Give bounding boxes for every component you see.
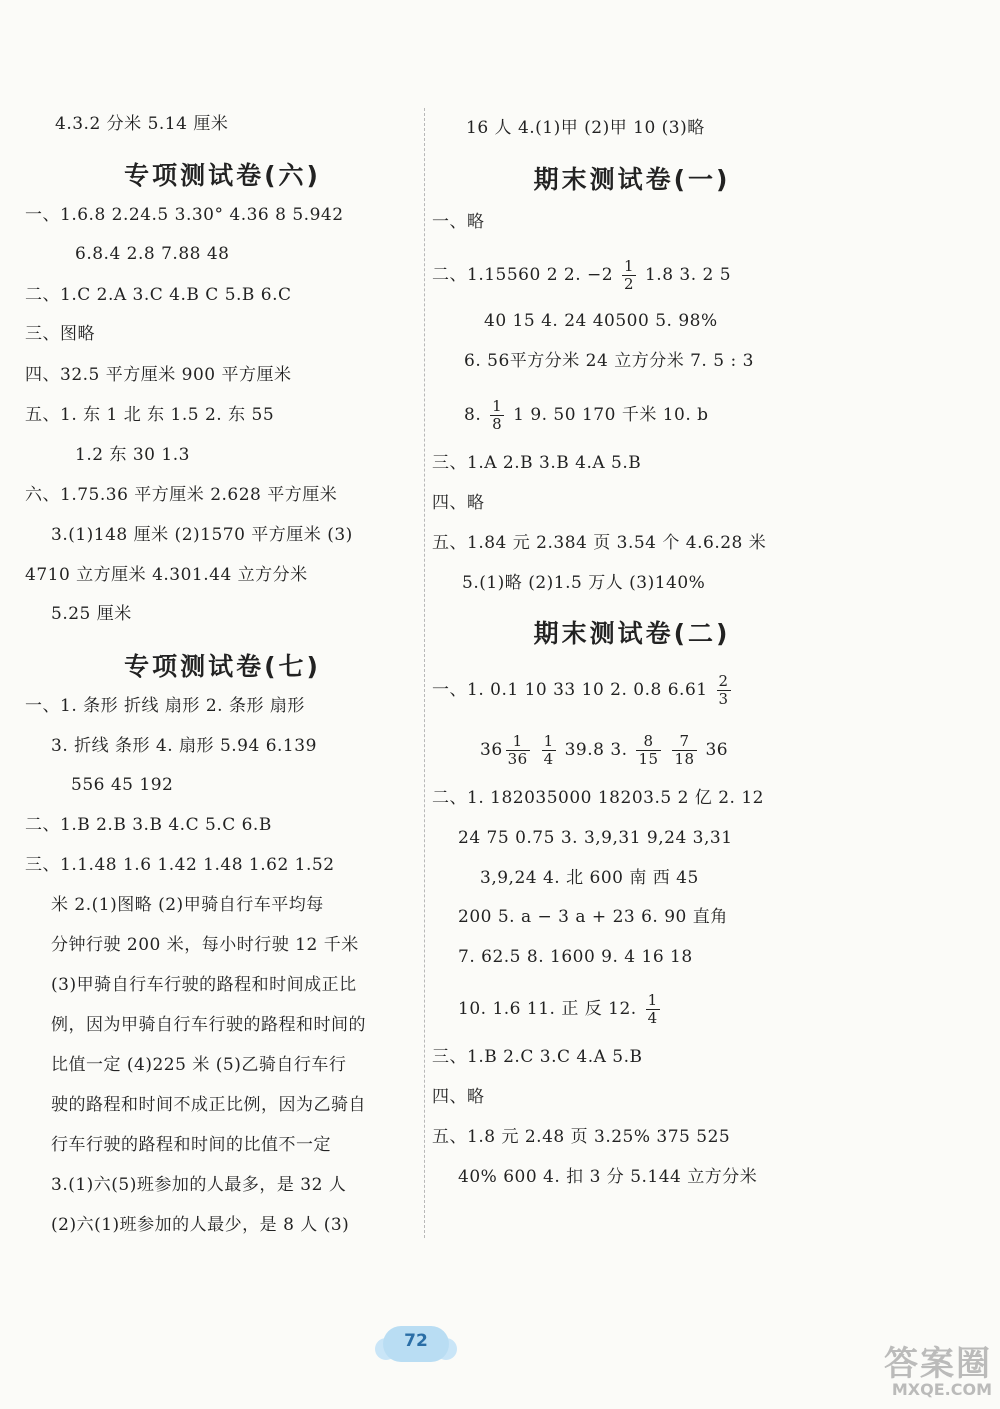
answer-line: 24 75 0.75 3. 3,9,31 9,24 3,31 — [458, 828, 733, 848]
answer-line: 三、1.B 2.C 3.C 4.A 5.B — [432, 1047, 643, 1067]
answer-line: 556 45 192 — [71, 775, 174, 795]
answer-line: 二、1.15560 2 2. −2 $\frac{1}{2}$ 1.8 3. 2 5 — [432, 257, 732, 293]
answer-line: 5.(1)略 (2)1.5 万人 (3)140% — [462, 573, 706, 593]
answer-line: 四、略 — [432, 493, 485, 513]
watermark-logo: 答案圈 MXQE.COM — [884, 1344, 992, 1399]
answer-line: 三、1.1.48 1.6 1.42 1.48 1.62 1.52 — [25, 855, 335, 875]
answer-line: 分钟行驶 200 米，每小时行驶 12 千米 — [51, 935, 359, 955]
answer-line: 3.(1)148 厘米 (2)1570 平方厘米 (3) — [51, 525, 353, 545]
answer-line: 三、1.A 2.B 3.B 4.A 5.B — [432, 453, 642, 473]
answer-line: 3. 折线 条形 4. 扇形 5.94 6.139 — [51, 736, 317, 756]
answer-line: 5.25 厘米 — [51, 604, 132, 624]
answer-line: 四、32.5 平方厘米 900 平方厘米 — [25, 365, 292, 385]
fraction: $\frac{1}{4}$ — [543, 732, 554, 768]
section-title: 期末测试卷(二) — [533, 619, 731, 648]
answer-line: 比值一定 (4)225 米 (5)乙骑自行车行 — [51, 1055, 347, 1075]
answer-line: 40 15 4. 24 40500 5. 98% — [484, 311, 718, 331]
answer-line: 二、1.C 2.A 3.C 4.B C 5.B 6.C — [25, 285, 292, 305]
answer-line: 4.3.2 分米 5.14 厘米 — [55, 114, 229, 134]
answer-line: 1.2 东 30 1.3 — [75, 445, 190, 465]
answer-line: (3)甲骑自行车行驶的路程和时间成正比 — [51, 975, 357, 995]
answer-line: 8. $\frac{1}{8}$ 1 9. 50 170 千米 10. b — [464, 397, 709, 433]
answer-line: 36 $\frac{1}{36}$ $\frac{1}{4}$ 39.8 3. $\frac{8}{15}$ $\frac{7}{18}$ 36 — [480, 732, 729, 768]
answer-line: 200 5. a − 3 a + 23 6. 90 直角 — [458, 907, 728, 927]
answer-line: 40% 600 4. 扣 3 分 5.144 立方分米 — [458, 1167, 758, 1187]
answer-line: 五、1. 东 1 北 东 1.5 2. 东 55 — [25, 405, 275, 425]
answer-line: 6.8.4 2.8 7.88 48 — [75, 244, 230, 264]
answer-line: 行车行驶的路程和时间的比值不一定 — [51, 1135, 331, 1155]
answer-line: 16 人 4.(1)甲 (2)甲 10 (3)略 — [466, 118, 705, 138]
answer-line: 10. 1.6 11. 正 反 12. $\frac{1}{4}$ — [458, 991, 658, 1027]
fraction: $\frac{1}{2}$ — [624, 257, 635, 293]
answer-line: 例，因为甲骑自行车行驶的路程和时间的 — [51, 1015, 366, 1035]
answer-line: 二、1.B 2.B 3.B 4.C 5.C 6.B — [25, 815, 272, 835]
answer-line: 米 2.(1)图略 (2)甲骑自行车平均每 — [51, 895, 324, 915]
answer-line: 四、略 — [432, 1087, 485, 1107]
fraction: $\frac{1}{4}$ — [647, 991, 658, 1027]
answer-line: 4710 立方厘米 4.301.44 立方分米 — [25, 565, 308, 585]
answer-line: 六、1.75.36 平方厘米 2.628 平方厘米 — [25, 485, 338, 505]
answer-line: 五、1.8 元 2.48 页 3.25% 375 525 — [432, 1127, 731, 1147]
fraction: $\frac{8}{15}$ — [638, 732, 659, 768]
fraction: $\frac{1}{8}$ — [492, 397, 503, 433]
answer-line: 一、1. 条形 折线 扇形 2. 条形 扇形 — [25, 696, 305, 716]
answer-line: (2)六(1)班参加的人最少，是 8 人 (3) — [51, 1215, 350, 1235]
answer-line: 一、1. 0.1 10 33 10 2. 0.8 6.61 $\frac{2}{3}$ — [432, 672, 729, 708]
section-title: 专项测试卷(六) — [124, 161, 321, 190]
page-number: 72 — [404, 1331, 428, 1351]
answer-line: 7. 62.5 8. 1600 9. 4 16 18 — [458, 947, 693, 967]
answer-line: 二、1. 182035000 18203.5 2 亿 2. 12 — [432, 788, 764, 808]
answer-line: 一、略 — [432, 212, 485, 232]
fraction: $\frac{2}{3}$ — [718, 672, 729, 708]
column-divider — [424, 108, 425, 1238]
section-title: 专项测试卷(七) — [124, 652, 321, 681]
answer-line: 驶的路程和时间不成正比例，因为乙骑自 — [51, 1095, 366, 1115]
answer-line: 一、1.6.8 2.24.5 3.30° 4.36 8 5.942 — [25, 205, 344, 225]
answer-line: 3,9,24 4. 北 600 南 西 45 — [480, 868, 699, 888]
answer-line: 五、1.84 元 2.384 页 3.54 个 4.6.28 米 — [432, 533, 767, 553]
page-number-badge — [375, 1322, 457, 1366]
answer-line: 三、图略 — [25, 324, 95, 344]
answer-line: 3.(1)六(5)班参加的人最多，是 32 人 — [51, 1175, 347, 1195]
section-title: 期末测试卷(一) — [533, 165, 731, 194]
fraction: $\frac{7}{18}$ — [674, 732, 695, 768]
fraction: $\frac{1}{36}$ — [507, 732, 528, 768]
answer-line: 6. 56平方分米 24 立方分米 7. 5 : 3 — [464, 351, 754, 371]
